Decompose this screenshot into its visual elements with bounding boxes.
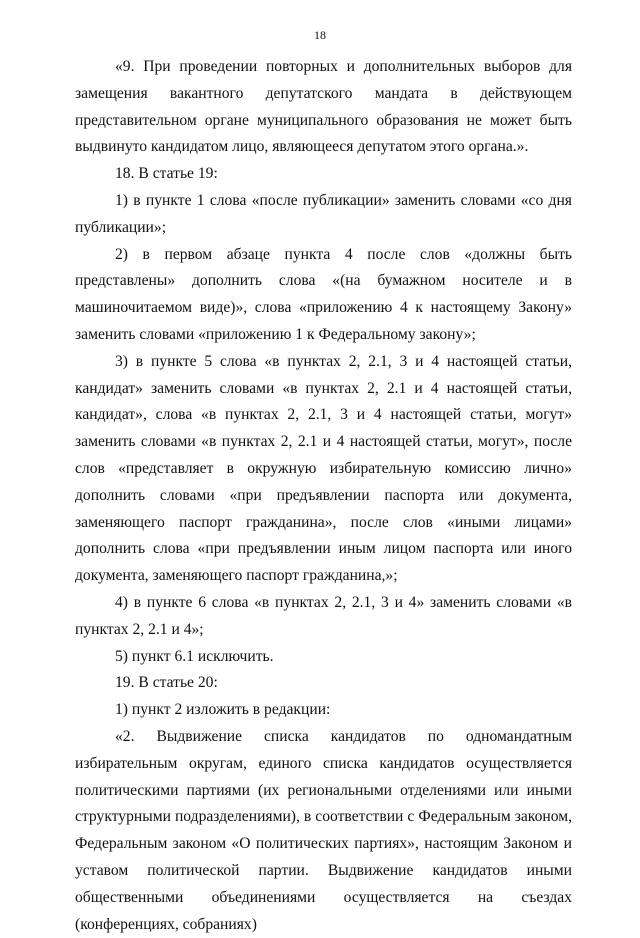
paragraph-item-19-heading: 19. В статье 20: (115, 674, 218, 692)
paragraph-item-18-3: 3) в пункте 5 слова «в пунктах 2, 2.1, 3 и 4 настоящей статьи, кандидат» заменить словами «в пунктах 2, 2.1 и 4 настоящей статьи, кандидат», слова «в пунктах 2, 2.1, 3 и 4 настоящей статьи, могут» заменить словами «в пунктах 2, 2.1 и 4 настоящей статьи, могут», после слов «представляет в окружную избирательную комиссию лично» дополнить словами «при предъявлении паспорта или документа, заменяющего паспорт гражданина», после слов «иными лицами» дополнить слова «при предъявлении иным лицом паспорта или иного документа, заменяющего паспорт гражданина,»; (75, 352, 572, 585)
paragraph-item-18-heading: 18. В статье 19: (115, 165, 218, 183)
paragraph-item-18-5: 5) пункт 6.1 исключить. (115, 647, 274, 665)
page-number: 18 (314, 28, 326, 42)
paragraph-item-18-2: 2) в первом абзаце пункта 4 после слов «должны быть представлены» дополнить слова «(на бумажном носителе и в машиночитаемом виде)», слова «приложению 4 к настоящему Закону» заменить словами «приложению 1 к Федеральному закону»; (75, 245, 572, 343)
document-body (75, 54, 572, 938)
paragraph-new-clause-2: «2. Выдвижение списка кандидатов по одномандатным избирательным округам, единого списка кандидатов осуществляется политическими партиями (их региональными отделениями или иными структурными подразделениями), в соответствии с Федеральным законом, Федеральным законом «О политических партиях», настоящим Законом и уставом политической партии. Выдвижение кандидатов иными общественными объединениями осуществляется на съездах (конференциях, собраниях) (75, 727, 572, 933)
paragraph-article-9-text: «9. При проведении повторных и дополнительных выборов для замещения вакантного депутатского мандата в действующем представительном органе муниципального образования не может быть выдвинуто кандидатом лицо, являющееся депутатом этого органа.». (75, 58, 572, 156)
paragraph-item-18-4: 4) в пункте 6 слова «в пунктах 2, 2.1, 3 и 4» заменить словами «в пунктах 2, 2.1 и 4»; (75, 593, 572, 638)
paragraph-item-18-1: 1) в пункте 1 слова «после публикации» заменить словами «со дня публикации»; (75, 191, 572, 236)
paragraph-item-19-1: 1) пункт 2 изложить в редакции: (115, 701, 331, 719)
